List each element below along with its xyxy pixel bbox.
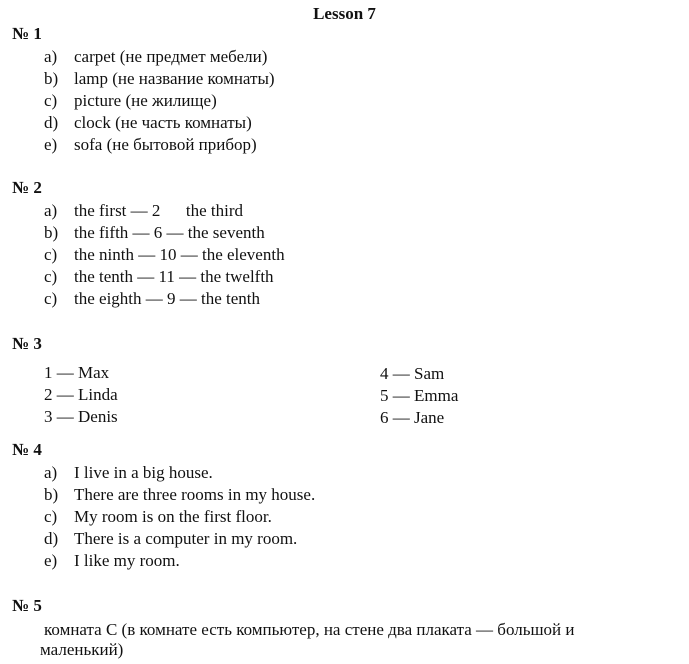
item-marker: a): [44, 463, 58, 482]
item-marker: b): [44, 69, 59, 88]
item-marker: a): [44, 47, 58, 66]
item-text: the first — 2 the third: [74, 201, 244, 220]
section-2-item-c1: [44, 245, 285, 265]
item-marker: c): [44, 91, 58, 110]
item-marker: b): [44, 485, 59, 504]
section-1-item-e: [44, 135, 257, 155]
item-text: the eighth — 9 — the tenth: [74, 289, 261, 308]
item-text: clock (не часть комнаты): [74, 113, 252, 132]
item-marker: e): [44, 551, 58, 570]
item-marker: c): [44, 507, 58, 526]
section-3-right-1: 4 — Sam: [380, 364, 445, 383]
item-text: There is a computer in my room.: [74, 529, 298, 548]
section-5-answer-line-1: комната С (в комнате есть компьютер, на стене два плаката — большой и: [44, 620, 575, 639]
section-4-item-b: [44, 485, 315, 505]
page-title: Lesson 7: [313, 4, 376, 23]
item-text: the fifth — 6 — the seventh: [74, 223, 265, 242]
section-3-right-3: 6 — Jane: [380, 408, 445, 427]
section-2-heading: № 2: [12, 178, 42, 197]
item-marker: c): [44, 289, 58, 308]
item-text: picture (не жилище): [74, 91, 217, 110]
item-text: I like my room.: [74, 551, 180, 570]
section-3-right-2: 5 — Emma: [380, 386, 459, 405]
section-1-heading: № 1: [12, 24, 42, 43]
section-5-answer-line-2: маленький): [40, 640, 124, 659]
section-1-item-d: [44, 113, 252, 133]
section-3-heading: № 3: [12, 334, 42, 353]
section-4-item-a: [44, 463, 213, 483]
item-text: I live in a big house.: [74, 463, 213, 482]
section-2-item-c3: [44, 289, 260, 309]
section-3-left-1: 1 — Max: [44, 363, 110, 382]
section-4-heading: № 4: [12, 440, 42, 459]
section-1-item-a: [44, 47, 267, 67]
section-2-item-b: [44, 223, 265, 243]
item-text: carpet (не предмет мебели): [74, 47, 268, 66]
item-marker: d): [44, 113, 59, 132]
item-text: the tenth — 11 — the twelfth: [74, 267, 274, 286]
item-text: There are three rooms in my house.: [74, 485, 316, 504]
item-text: lamp (не название комнаты): [74, 69, 275, 88]
section-4-item-d: [44, 529, 297, 549]
item-text: sofa (не бытовой прибор): [74, 135, 257, 154]
item-text: the ninth — 10 — the eleventh: [74, 245, 285, 264]
section-4-item-e: [44, 551, 180, 571]
section-3-left-3: 3 — Denis: [44, 407, 118, 426]
section-1-item-b: [44, 69, 275, 89]
section-5-heading: № 5: [12, 596, 42, 615]
section-4-item-c: [44, 507, 272, 527]
section-3-left-2: 2 — Linda: [44, 385, 118, 404]
item-text: My room is on the first floor.: [74, 507, 272, 526]
section-1-item-c: [44, 91, 217, 111]
item-marker: b): [44, 223, 59, 242]
item-marker: e): [44, 135, 58, 154]
section-2-item-a: [44, 201, 243, 221]
item-marker: a): [44, 201, 58, 220]
item-marker: c): [44, 245, 58, 264]
item-marker: d): [44, 529, 59, 548]
section-2-item-c2: [44, 267, 274, 287]
item-marker: c): [44, 267, 58, 286]
